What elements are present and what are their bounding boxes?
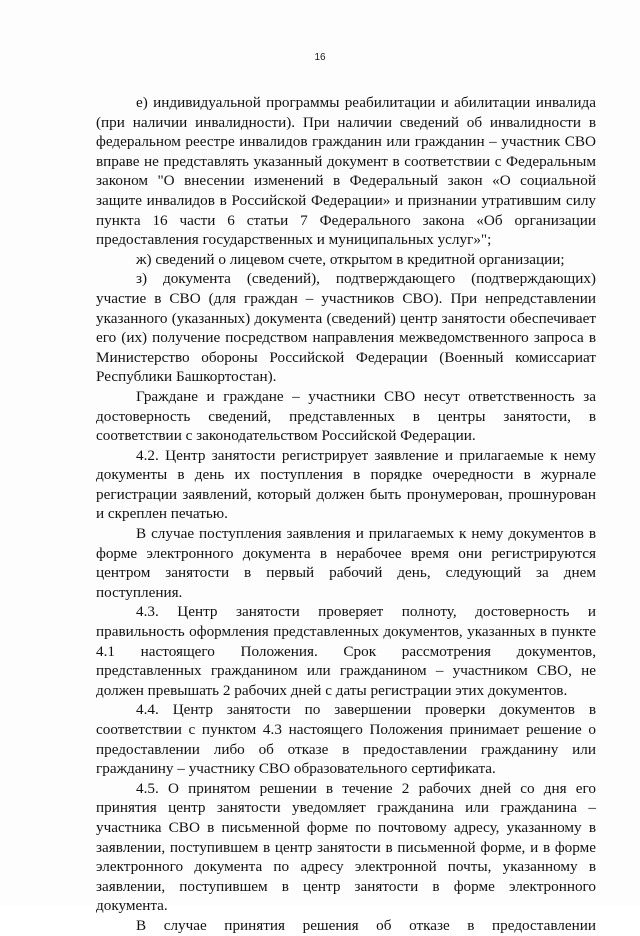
paragraph-electronic-registration: В случае поступления заявления и прилагаемых к нему документов в форме электронного документа в нерабочее время они регистрируются центром занятости в первый рабочий день, следующий за днем поступления.: [96, 525, 596, 601]
paragraph-item-z: з) документа (сведений), подтверждающего (подтверждающих) участие в СВО (для граждан – участников СВО). При непредставлении указанного (указанных) документа (сведений) центр занятости обеспечивает его (их) получение посредством направления межведомственного запроса в Министерство обороны Российской Федерации (Военный комиссариат Республики Башкортостан).: [96, 270, 596, 386]
paragraph-4-3: 4.3. Центр занятости проверяет полноту, достоверность и правильность оформления представленных документов, указанных в пункте 4.1 настоящего Положения. Срок рассмотрения документов, представленных гражданином или гражданином – участником СВО, не должен превышать 2 рабочих дней с даты регистрации этих документов.: [96, 603, 596, 699]
paragraph-4-4: 4.4. Центр занятости по завершении проверки документов в соответствии с пунктом 4.3 настоящего Положения принимает решение о предоставлении либо об отказе в предоставлении гражданину или гражданину – участнику СВО образовательного сертификата.: [96, 701, 596, 778]
document-body: [96, 93, 596, 936]
paragraph-responsibility: Граждане и граждане – участники СВО несут ответственность за достоверность сведений, представленных в центры занятости, в соответствии с законодательством Российской Федерации.: [96, 387, 596, 445]
paragraph-4-5: 4.5. О принятом решении в течение 2 рабочих дней со дня его принятия центр занятости уведомляет гражданина или гражданина – участника СВО в письменной форме по почтовому адресу, указанному в заявлении, поступившем в центр занятости в письменной форме, и в форме электронного документа по адресу электронной почты, указанному в заявлении, поступившем в центр занятости в форме электронного документа.: [96, 779, 596, 915]
paragraph-refusal: В случае принятия решения об отказе в предоставлении: [136, 916, 596, 934]
paragraph-4-2: 4.2. Центр занятости регистрирует заявление и прилагаемые к нему документы в день их поступления в порядке очередности в журнале регистрации заявлений, который должен быть пронумерован, прошнурован и скреплен печатью.: [96, 446, 596, 523]
paragraph-item-e: е) индивидуальной программы реабилитации и абилитации инвалида (при наличии инвалидности). При наличии сведений об инвалидности в федеральном реестре инвалидов гражданин или гражданин – участник СВО вправе не представлять указанный документ в соответствии с Федеральным законом "О внесении изменений в Федеральный закон «О социальной защите инвалидов в Российской Федерации» и признании утратившим силу пункта 16 части 6 статьи 7 Федерального закона «Об организации предоставления государственных и муниципальных услуг»";: [96, 94, 596, 249]
paragraph-item-zh: ж) сведений о лицевом счете, открытом в кредитной организации;: [136, 250, 565, 268]
page-number: 16: [314, 52, 326, 63]
